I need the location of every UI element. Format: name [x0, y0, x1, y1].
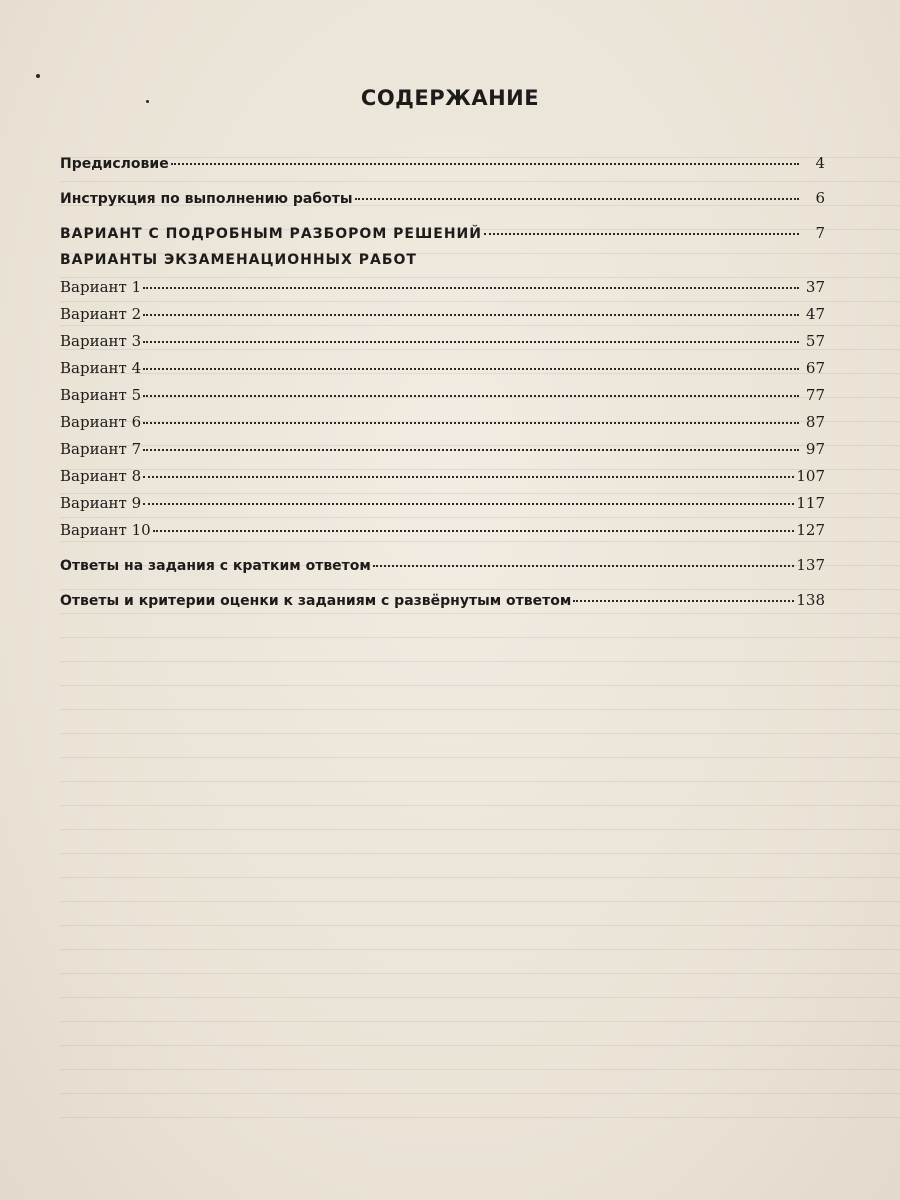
toc-entry-long-answers[interactable]	[60, 587, 825, 614]
toc-entry-detailed-variant[interactable]	[60, 220, 825, 247]
dot-leader	[143, 283, 799, 289]
toc-entry-variant-7[interactable]	[60, 436, 825, 463]
toc-entry-page: 57	[805, 332, 825, 350]
toc-entry-label: Ответы на задания с кратким ответом	[60, 558, 371, 574]
toc-entry-variant-4[interactable]	[60, 355, 825, 382]
dot-leader	[143, 391, 799, 397]
toc-entry-label: Вариант 7	[60, 440, 142, 458]
toc-entry-page: 138	[796, 591, 825, 609]
toc-entry-page: 77	[805, 386, 825, 404]
toc-entry-label: Вариант 1	[60, 278, 142, 296]
dot-leader	[143, 310, 799, 316]
dot-leader	[143, 418, 799, 424]
dot-leader	[143, 445, 799, 451]
dot-leader	[573, 596, 794, 602]
toc-entry-label: Вариант 5	[60, 386, 142, 404]
toc-entry-page: 37	[805, 278, 825, 296]
toc-entry-label: Ответы и критерии оценки к заданиям с развёрнутым ответом	[60, 593, 572, 609]
toc-entry-label: Вариант 8	[60, 467, 142, 485]
page-title: СОДЕРЖАНИЕ	[360, 86, 540, 110]
toc-entry-short-answers[interactable]	[60, 552, 825, 579]
toc-entry-page: 117	[796, 494, 825, 512]
dot-leader	[143, 337, 799, 343]
toc-entry-page: 97	[805, 440, 825, 458]
toc-entry-variant-3[interactable]	[60, 328, 825, 355]
dot-leader	[355, 194, 799, 200]
toc-entry-page: 127	[796, 521, 825, 539]
toc-entry-page: 107	[796, 467, 825, 485]
toc-entry-label: Вариант 10	[60, 521, 151, 539]
toc-entry-variant-6[interactable]	[60, 409, 825, 436]
toc-entry-label: Инструкция по выполнению работы	[60, 191, 353, 207]
dot-leader	[171, 159, 799, 165]
toc-entry-page: 67	[805, 359, 825, 377]
toc-entry-label: Вариант 3	[60, 332, 142, 350]
toc-entry-variant-8[interactable]	[60, 463, 825, 490]
ink-speck	[36, 74, 40, 78]
toc-entry-page: 87	[805, 413, 825, 431]
dot-leader	[143, 364, 799, 370]
toc-section-heading	[60, 247, 825, 274]
variant-list	[60, 274, 825, 544]
dot-leader	[484, 229, 799, 235]
toc-entry-page: 7	[815, 224, 825, 242]
toc-entry-page: 47	[805, 305, 825, 323]
dot-leader	[373, 561, 795, 567]
toc-entry-label: Вариант 2	[60, 305, 142, 323]
toc-entry-variant-1[interactable]	[60, 274, 825, 301]
toc-entry-page: 137	[796, 556, 825, 574]
toc-entry-page: 6	[815, 189, 825, 207]
toc-entry-label: Вариант 9	[60, 494, 142, 512]
dot-leader	[153, 526, 795, 532]
toc-entry-variant-2[interactable]	[60, 301, 825, 328]
toc-entry-page: 4	[815, 154, 825, 172]
section-heading-label: ВАРИАНТЫ ЭКЗАМЕНАЦИОННЫХ РАБОТ	[60, 252, 417, 268]
toc-entry-label: Предисловие	[60, 156, 169, 172]
toc-entry-instructions[interactable]	[60, 185, 825, 212]
toc-entry-variant-9[interactable]	[60, 490, 825, 517]
toc-entry-label: Вариант 6	[60, 413, 142, 431]
toc-entry-label: Вариант 4	[60, 359, 142, 377]
toc-entry-label: ВАРИАНТ С ПОДРОБНЫМ РАЗБОРОМ РЕШЕНИЙ	[60, 226, 482, 242]
dot-leader	[143, 472, 794, 478]
table-of-contents	[60, 150, 825, 614]
dot-leader	[143, 499, 794, 505]
toc-entry-preface[interactable]	[60, 150, 825, 177]
toc-entry-variant-5[interactable]	[60, 382, 825, 409]
toc-entry-variant-10[interactable]	[60, 517, 825, 544]
